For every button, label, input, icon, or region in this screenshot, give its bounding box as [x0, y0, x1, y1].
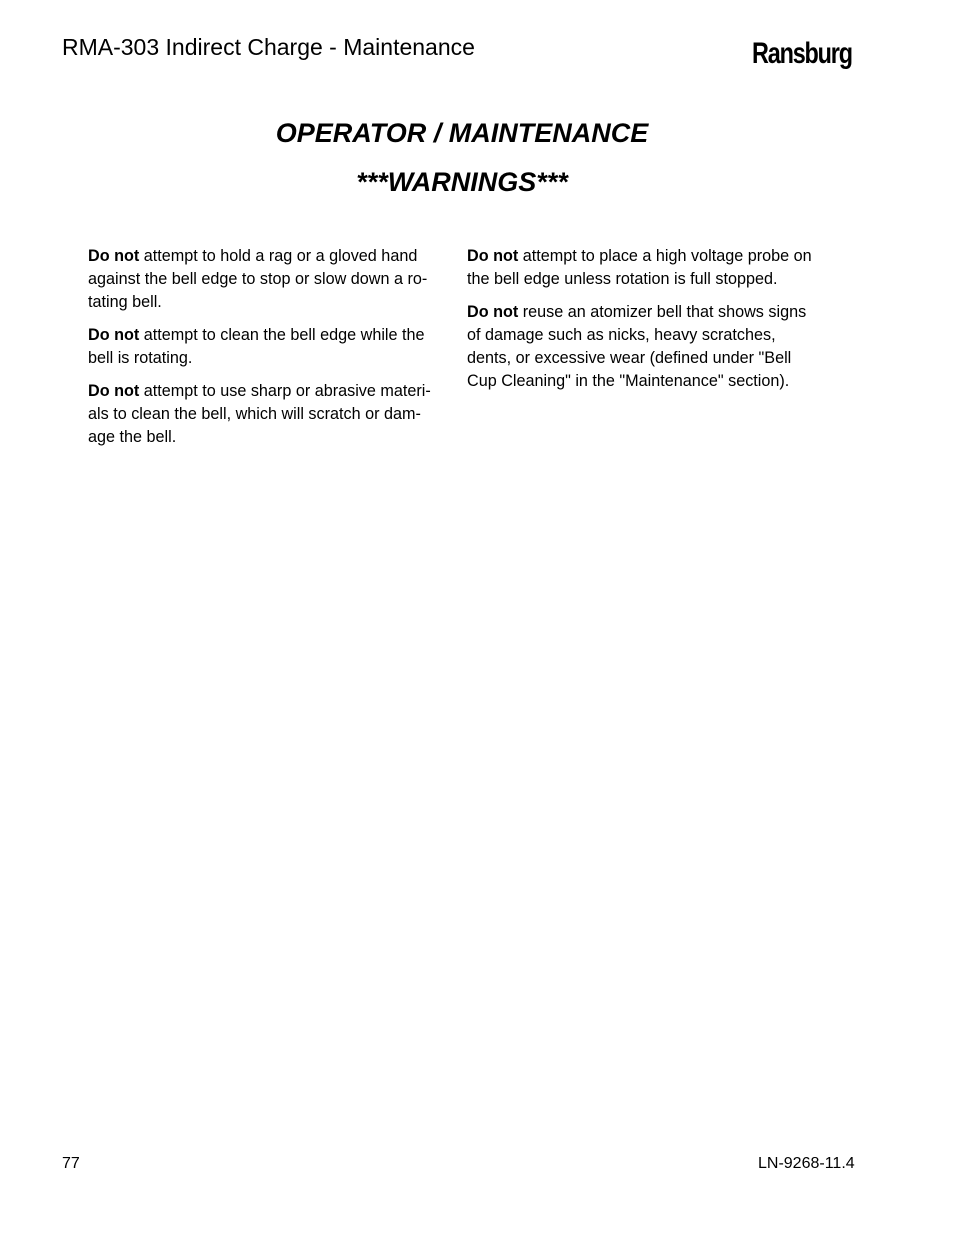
ransburg-logo: Ransburg [752, 37, 852, 70]
warnings-left-column [88, 245, 454, 459]
warning-text: bell is rotating. [88, 349, 193, 367]
warning-lead: Do not [88, 382, 140, 400]
warning-text: attempt to clean the bell edge while the [139, 326, 425, 344]
warning-abrasive-materials [88, 380, 454, 449]
warning-lead: Do not [88, 247, 140, 265]
warning-lead: Do not [467, 247, 519, 265]
warning-high-voltage-probe [467, 245, 839, 291]
document-number: LN-9268-11.4 [758, 1155, 855, 1172]
warning-text: against the bell edge to stop or slow down a ro- [88, 270, 428, 288]
warning-damaged-bell [467, 301, 839, 393]
warning-lead: Do not [88, 326, 140, 344]
page-number: 77 [62, 1155, 80, 1172]
warning-text: als to clean the bell, which will scratch or dam- [88, 405, 421, 423]
warning-text: the bell edge unless rotation is full stopped. [467, 270, 778, 288]
section-heading-operator-maintenance: OPERATOR / MAINTENANCE [275, 118, 649, 148]
warning-rag-gloved-hand [88, 245, 454, 314]
warning-text: age the bell. [88, 428, 177, 446]
warning-text: Cup Cleaning" in the "Maintenance" section). [467, 372, 790, 390]
warning-text: attempt to place a high voltage probe on [518, 247, 812, 265]
warning-text: reuse an atomizer bell that shows signs [518, 303, 807, 321]
section-heading-warnings: ***WARNINGS*** [356, 167, 568, 197]
warning-lead: Do not [467, 303, 519, 321]
warning-text: tating bell. [88, 293, 162, 311]
warnings-right-column [467, 245, 839, 403]
warning-text: attempt to hold a rag or a gloved hand [139, 247, 418, 265]
warning-text: dents, or excessive wear (defined under "Bell [467, 349, 792, 367]
warning-text: attempt to use sharp or abrasive materi- [139, 382, 431, 400]
document-header-title: RMA-303 Indirect Charge - Maintenance [62, 34, 475, 60]
warning-text: of damage such as nicks, heavy scratches, [467, 326, 776, 344]
warning-clean-while-rotating [88, 324, 454, 370]
